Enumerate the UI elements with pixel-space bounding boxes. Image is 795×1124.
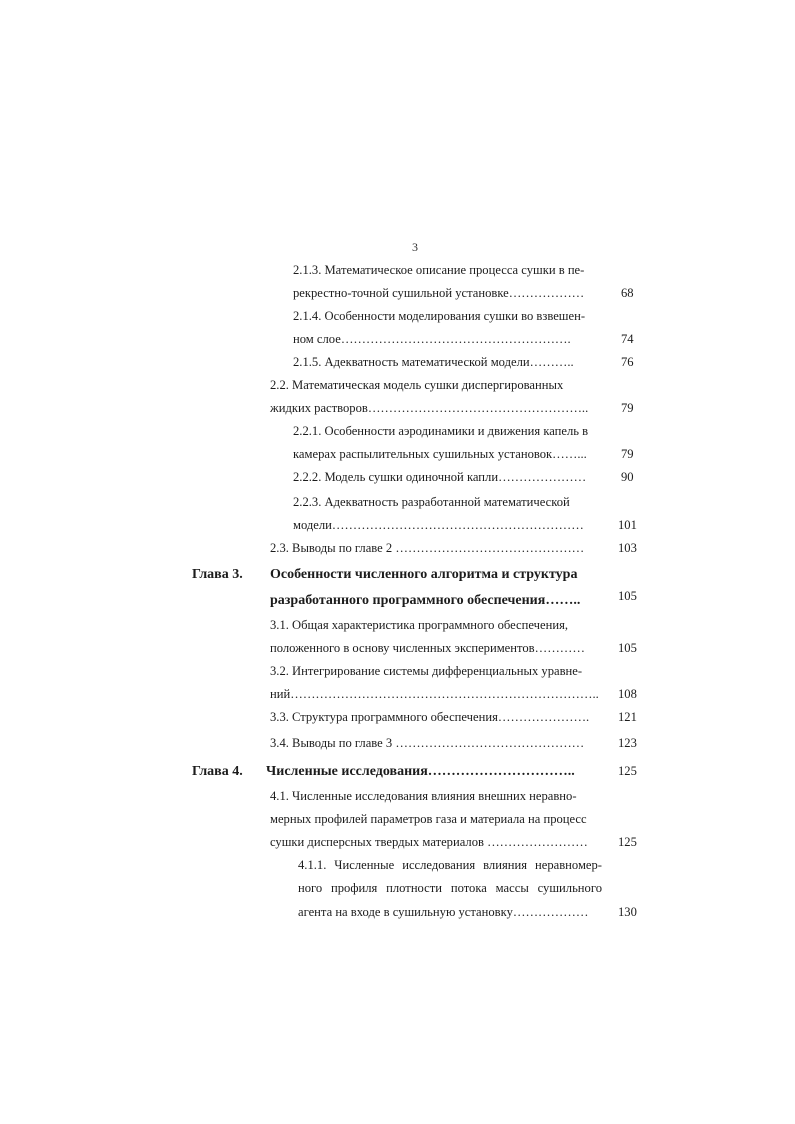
toc-page-number: 74 (621, 332, 634, 346)
toc-entry-text: ний……………………………………………………………….. (270, 687, 599, 701)
toc-entry-text: мерных профилей параметров газа и материала на процесс (270, 812, 587, 826)
toc-page-number: 105 (618, 589, 637, 603)
toc-entry-text: 3.4. Выводы по главе 3 ……………………………………… (270, 736, 585, 750)
toc-entry-text: 3.3. Структура программного обеспечения…………………. (270, 710, 590, 724)
toc-page-number: 108 (618, 687, 637, 701)
toc-entry-text: ного профиля плотности потока массы сушильного (298, 881, 602, 895)
toc-page-number: 101 (618, 518, 637, 532)
toc-entry-text: агента на входе в сушильную установку……………… (298, 905, 589, 919)
toc-entry-text: 2.1.4. Особенности моделирования сушки во взвешен- (293, 309, 586, 323)
toc-entry-text: положенного в основу численных экспериментов………… (270, 641, 585, 655)
toc-page-number: 79 (621, 401, 634, 415)
toc-entry-text: 4.1. Численные исследования влияния внешних неравно- (270, 789, 577, 803)
toc-entry-text: 4.1.1. Численные исследования влияния неравномер- (298, 858, 602, 872)
toc-page-number: 125 (618, 835, 637, 849)
toc-page-number: 68 (621, 286, 634, 300)
toc-entry-text: 3.1. Общая характеристика программного обеспечения, (270, 618, 569, 632)
toc-entry-text: 2.2.2. Модель сушки одиночной капли………………… (293, 470, 587, 484)
chapter-title: разработанного программного обеспечения…….. (270, 593, 581, 608)
chapter-title: Особенности численного алгоритма и структура (270, 567, 578, 582)
toc-entry-text: 2.1.3. Математическое описание процесса сушки в пе- (293, 263, 585, 277)
toc-entry-text: рекрестно-точной сушильной установке……………… (293, 286, 585, 300)
toc-entry-text: 3.2. Интегрирование системы дифференциальных уравне- (270, 664, 583, 678)
page-number: 3 (412, 240, 418, 254)
toc-page-number: 121 (618, 710, 637, 724)
toc-entry-text: сушки дисперсных твердых материалов …………………… (270, 835, 588, 849)
toc-page-number: 103 (618, 541, 637, 555)
toc-entry-text: 2.2.3. Адекватность разработанной математической (293, 495, 570, 509)
toc-page-number: 105 (618, 641, 637, 655)
toc-entry-text: 2.2.1. Особенности аэродинамики и движения капель в (293, 424, 589, 438)
toc-page-number: 125 (618, 764, 637, 778)
chapter-label: Глава 4. (192, 764, 243, 779)
toc-page-number: 130 (618, 905, 637, 919)
toc-entry-text: ном слое………………………………………………. (293, 332, 571, 346)
chapter-title: Численные исследования………………………….. (266, 764, 575, 779)
toc-page-number: 90 (621, 470, 634, 484)
toc-page-number: 79 (621, 447, 634, 461)
chapter-label: Глава 3. (192, 567, 243, 582)
toc-entry-text: жидких растворов…………………………………………….. (270, 401, 589, 415)
toc-entry-text: 2.3. Выводы по главе 2 ……………………………………… (270, 541, 585, 555)
toc-entry-text: 2.2. Математическая модель сушки диспергированных (270, 378, 564, 392)
toc-page-number: 76 (621, 355, 634, 369)
toc-entry-text: камерах распылительных сушильных установок……... (293, 447, 587, 461)
toc-entry-text: 2.1.5. Адекватность математической модели……….. (293, 355, 574, 369)
toc-entry-text: модели…………………………………………………… (293, 518, 584, 532)
toc-page-number: 123 (618, 736, 637, 750)
